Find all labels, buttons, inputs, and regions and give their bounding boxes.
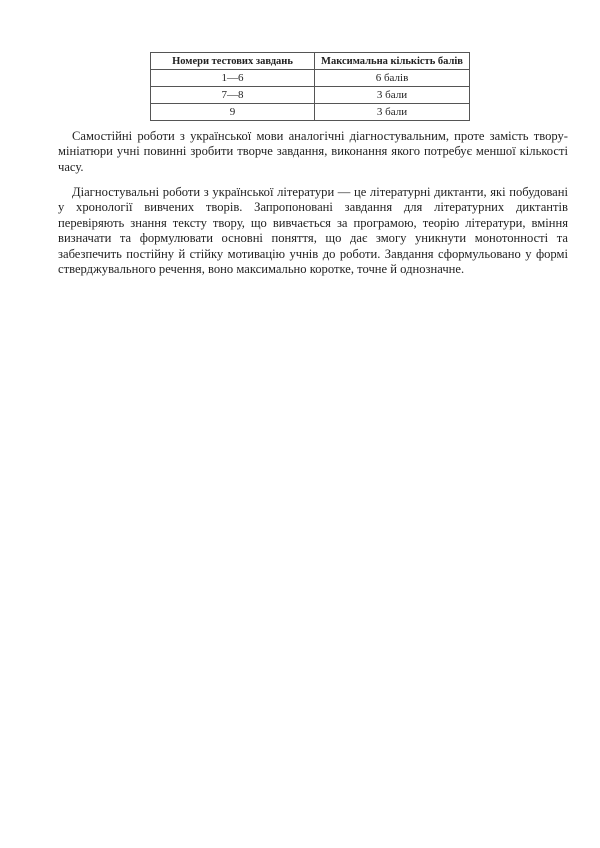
table-cell-score: 3 бали <box>315 104 470 121</box>
paragraph-literature-dictation <box>58 185 568 277</box>
table-cell-task-range: 9 <box>151 104 315 121</box>
table-cell-task-range: 1—6 <box>151 70 315 87</box>
column-header-max-score: Максимальна кількість балів <box>315 53 470 70</box>
table-header-row <box>151 53 470 70</box>
table-row <box>151 87 470 104</box>
score-table <box>150 52 470 121</box>
table-cell-task-range: 7—8 <box>151 87 315 104</box>
table-cell-score: 6 балів <box>315 70 470 87</box>
table-row <box>151 70 470 87</box>
paragraph-independent-work <box>58 129 568 175</box>
paragraph-text: Діагностувальні роботи з української літератури — це літературні диктанти, які побудовані у хронології вивчених творів. Запропоновані завдання для літературних диктантів перевіряють знання тексту твору, що вивчається за програмою, теорію літератури, вміння визначати та формулювати основні поняття, що дає змогу уникнути монотонності та забезпечить постійну й стійку мотивацію учнів до роботи. Завдання сформульовано у формі стверджувального речення, воно максимально коротке, точне й однозначне. <box>58 185 568 277</box>
paragraph-text: Самостійні роботи з української мови аналогічні діагностувальним, проте замість твору-мініатюри учні повинні зробити творче завдання, виконання якого потребує меншої кількості часу. <box>58 129 568 174</box>
table-row <box>151 104 470 121</box>
table-cell-score: 3 бали <box>315 87 470 104</box>
column-header-task-numbers: Номери тестових завдань <box>151 53 315 70</box>
